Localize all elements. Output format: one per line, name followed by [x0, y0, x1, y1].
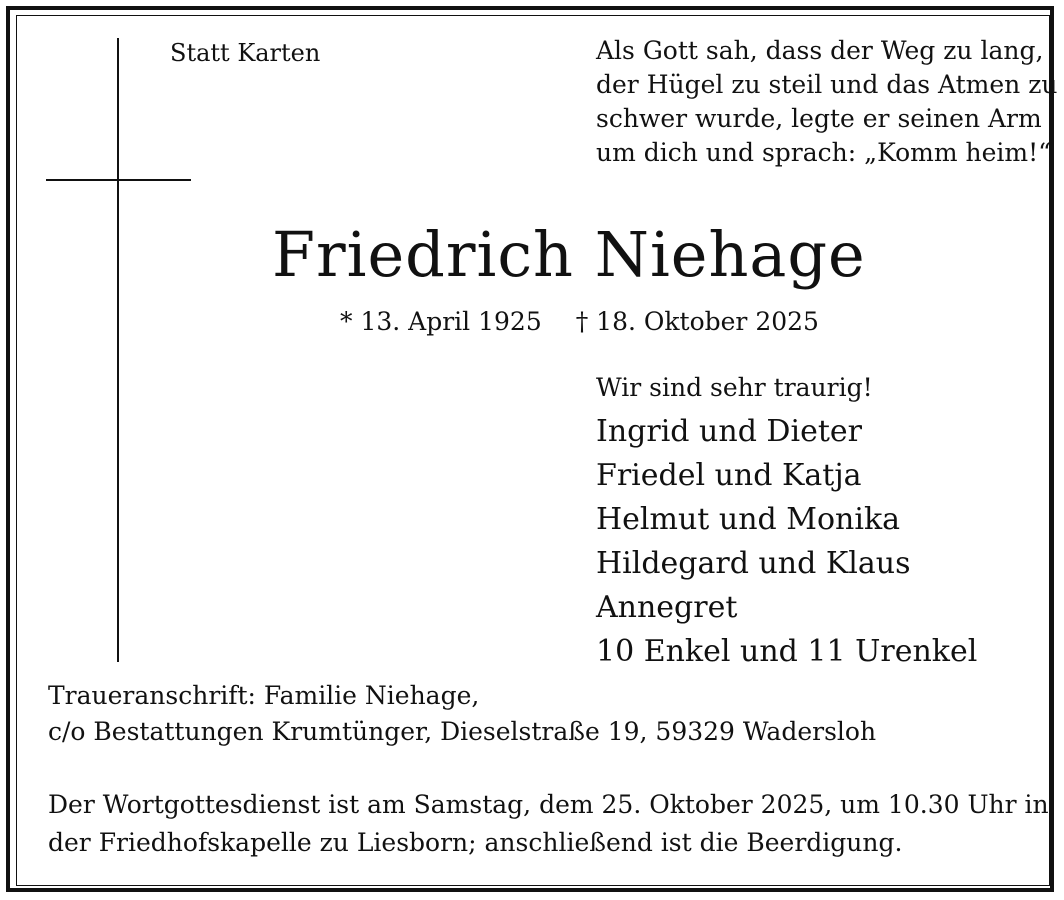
mourning-address [48, 678, 876, 750]
mourner-entry: 10 Enkel und 11 Urenkel [596, 634, 978, 669]
life-dates [340, 305, 819, 339]
mourner-entry: Annegret [596, 590, 738, 625]
service-line: Der Wortgottesdienst ist am Samstag, dem 25. Oktober 2025, um 10.30 Uhr in [48, 790, 1049, 819]
mourner-entry: Friedel und Katja [596, 458, 862, 493]
death-date: † 18. Oktober 2025 [575, 307, 819, 336]
poem-line: schwer wurde, legte er seinen Arm [596, 104, 1042, 133]
address-line: c/o Bestattungen Krumtünger, Dieselstraße 19, 59329 Wadersloh [48, 717, 877, 746]
cross-icon-vertical-bar [117, 38, 119, 662]
statt-karten-label: Statt Karten [170, 39, 321, 67]
poem-line: um dich und sprach: „Komm heim!“ [596, 138, 1051, 167]
poem [596, 34, 1058, 170]
mourners-list [596, 410, 977, 674]
mourner-entry: Ingrid und Dieter [596, 414, 862, 449]
mourners-intro: Wir sind sehr traurig! [596, 373, 873, 402]
service-line: der Friedhofskapelle zu Liesborn; anschließend ist die Beerdigung. [48, 828, 903, 857]
service-info [48, 786, 1049, 862]
address-line: Traueranschrift: Familie Niehage, [48, 681, 480, 710]
cross-icon-horizontal-bar [46, 179, 191, 181]
birth-date: * 13. April 1925 [340, 307, 542, 336]
deceased-name: Friedrich Niehage [272, 218, 866, 291]
mourner-entry: Helmut und Monika [596, 502, 901, 537]
poem-line: der Hügel zu steil und das Atmen zu [596, 70, 1058, 99]
mourner-entry: Hildegard und Klaus [596, 546, 911, 581]
poem-line: Als Gott sah, dass der Weg zu lang, [596, 36, 1044, 65]
